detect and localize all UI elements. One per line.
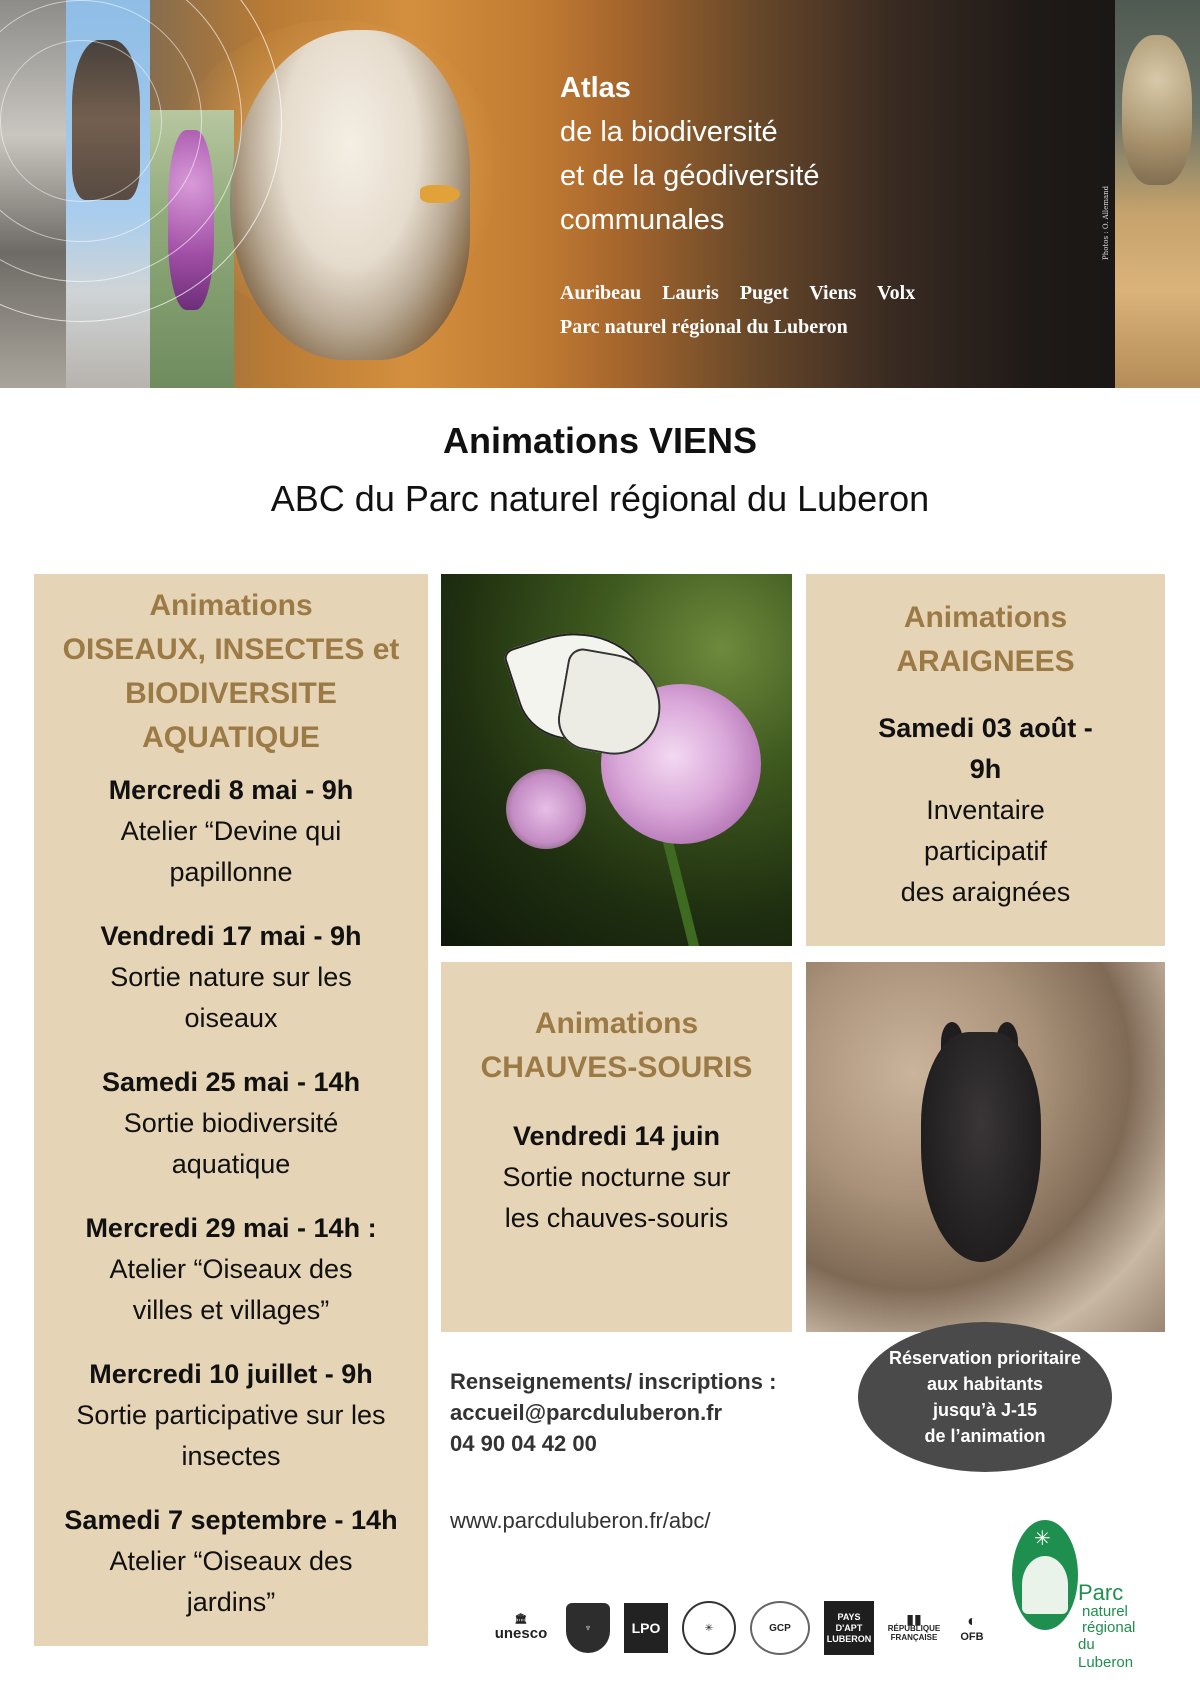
atlas-title-block — [560, 66, 980, 242]
event-entry — [34, 770, 428, 893]
event-text: papillonne — [169, 857, 293, 887]
event-text: Atelier “Devine qui — [120, 816, 342, 846]
event-text: Sortie biodiversité — [123, 1108, 339, 1138]
marianne-icon: ▮▮ — [906, 1610, 922, 1627]
ofb-leaf-icon: ◐ — [967, 1613, 977, 1630]
event-text: Atelier “Oiseaux des — [109, 1546, 353, 1576]
event-text: Inventaire — [926, 795, 1045, 825]
contact-block — [450, 1366, 776, 1459]
commune-name: Puget — [739, 282, 789, 304]
atlas-line: et de la géodiversité — [560, 160, 820, 192]
event-text: aquatique — [171, 1149, 291, 1179]
parc-luberon-logo — [1010, 1520, 1136, 1671]
ofb-logo — [954, 1600, 990, 1656]
communes-list — [560, 282, 931, 305]
atlas-line: communales — [560, 204, 725, 236]
contact-email[interactable]: accueil@parcduluberon.fr — [450, 1400, 723, 1425]
event-date: Mercredi 8 mai - 9h — [108, 775, 354, 805]
ofb-label: OFB — [960, 1631, 984, 1643]
event-text: villes et villages” — [132, 1295, 330, 1325]
seahorse-icon: ♆ — [584, 1622, 592, 1634]
event-text: insectes — [181, 1441, 281, 1471]
bats-box — [441, 962, 792, 1332]
event-text: Sortie nature sur les — [110, 962, 352, 992]
reservation-line: jusqu’à J-15 — [932, 1400, 1038, 1420]
event-entry — [34, 1208, 428, 1331]
event-date: Samedi 25 mai - 14h — [101, 1067, 361, 1097]
commune-name: Volx — [877, 282, 916, 304]
event-text: Sortie nocturne sur — [502, 1162, 731, 1192]
event-text: oiseaux — [184, 1003, 278, 1033]
event-date: Vendredi 14 juin — [512, 1121, 721, 1151]
reservation-badge — [858, 1322, 1112, 1472]
owl-image — [1122, 35, 1192, 185]
unesco-temple-icon: 🏛 — [514, 1614, 528, 1625]
event-entry — [34, 1354, 428, 1477]
header-banner — [0, 0, 1200, 388]
event-entry — [34, 1062, 428, 1185]
republique-francaise-logo — [888, 1600, 940, 1656]
commune-name: Lauris — [662, 282, 719, 304]
pays-apt-line: PAYS D'APT — [835, 1611, 863, 1633]
contact-label: Renseignements/ inscriptions : — [450, 1369, 777, 1394]
box-heading: AQUATIQUE — [142, 721, 320, 754]
event-text: des araignées — [900, 877, 1071, 907]
event-date: Mercredi 10 juillet - 9h — [89, 1359, 373, 1389]
box-heading: OISEAUX, INSECTES et — [62, 633, 400, 666]
reservation-line: Réservation prioritaire — [888, 1348, 1082, 1368]
parc-logo-text — [1078, 1582, 1135, 1672]
bat-photo — [806, 962, 1165, 1332]
star-icon: ✳ — [1034, 1528, 1051, 1550]
unesco-label: unesco — [494, 1625, 548, 1642]
event-text: participatif — [923, 836, 1048, 866]
bat-image — [921, 1032, 1041, 1262]
unesco-logo — [490, 1600, 552, 1656]
event-date: 9h — [969, 754, 1002, 784]
box-heading: BIODIVERSITE — [125, 677, 337, 710]
vulture-beak — [420, 185, 460, 203]
reservation-line: aux habitants — [926, 1374, 1044, 1394]
lpo-logo: LPO — [624, 1603, 668, 1653]
parc-logo-line: régional — [1082, 1619, 1136, 1636]
page-title: Animations VIENS — [442, 420, 758, 461]
event-date: Vendredi 17 mai - 9h — [100, 921, 362, 951]
spiders-box — [806, 574, 1165, 946]
parc-logo-line: du Luberon — [1078, 1636, 1134, 1671]
spider-web-icon: ✳ — [704, 1622, 714, 1634]
spider-web-logo — [682, 1601, 736, 1655]
atlas-line: de la biodiversité — [560, 116, 778, 148]
pays-apt-logo — [824, 1601, 874, 1655]
box-heading: Animations — [903, 601, 1068, 634]
reservation-line: de l’animation — [924, 1426, 1046, 1446]
box-heading: CHAUVES-SOURIS — [480, 1051, 753, 1084]
flower-stem — [662, 835, 701, 946]
gcp-logo: GCP — [750, 1601, 810, 1655]
contact-phone[interactable]: 04 90 04 42 00 — [450, 1431, 597, 1456]
box-heading: ARAIGNEES — [896, 645, 1075, 678]
page-subtitle: ABC du Parc naturel régional du Luberon — [270, 478, 930, 519]
website-link[interactable]: www.parcduluberon.fr/abc/ — [450, 1508, 711, 1533]
shield-logo — [566, 1603, 610, 1653]
box-heading: Animations — [534, 1007, 699, 1040]
scabious-flower-small — [506, 769, 586, 849]
event-date: Samedi 7 septembre - 14h — [64, 1505, 398, 1535]
parc-logo-line: Parc — [1078, 1580, 1124, 1605]
event-date: Samedi 03 août - — [878, 713, 1093, 743]
butterfly-photo — [441, 574, 792, 946]
partner-logos — [490, 1600, 990, 1656]
commune-name: Auribeau — [560, 282, 642, 304]
event-text: Sortie participative sur les — [76, 1400, 386, 1430]
rf-line: RÉPUBLIQUE — [887, 1623, 941, 1633]
decorative-ring — [0, 40, 162, 202]
borie-hut-icon — [1022, 1556, 1068, 1614]
parc-name: Parc naturel régional du Luberon — [560, 316, 848, 338]
parc-logo-line: naturel — [1082, 1603, 1128, 1620]
event-text: jardins” — [186, 1587, 276, 1617]
event-date: Mercredi 29 mai - 14h : — [85, 1213, 377, 1243]
event-entry — [34, 916, 428, 1039]
rf-line: FRANÇAISE — [890, 1632, 938, 1642]
event-text: Atelier “Oiseaux des — [109, 1254, 353, 1284]
box-heading: Animations — [149, 589, 313, 622]
event-text: les chauves-souris — [504, 1203, 729, 1233]
birds-insects-box — [34, 574, 428, 1646]
commune-name: Viens — [809, 282, 857, 304]
atlas-title: Atlas — [560, 72, 631, 104]
pays-apt-line: LUBERON — [826, 1633, 872, 1644]
photo-credit: Photos : O. Allemand — [1102, 185, 1110, 260]
event-entry — [34, 1500, 428, 1623]
